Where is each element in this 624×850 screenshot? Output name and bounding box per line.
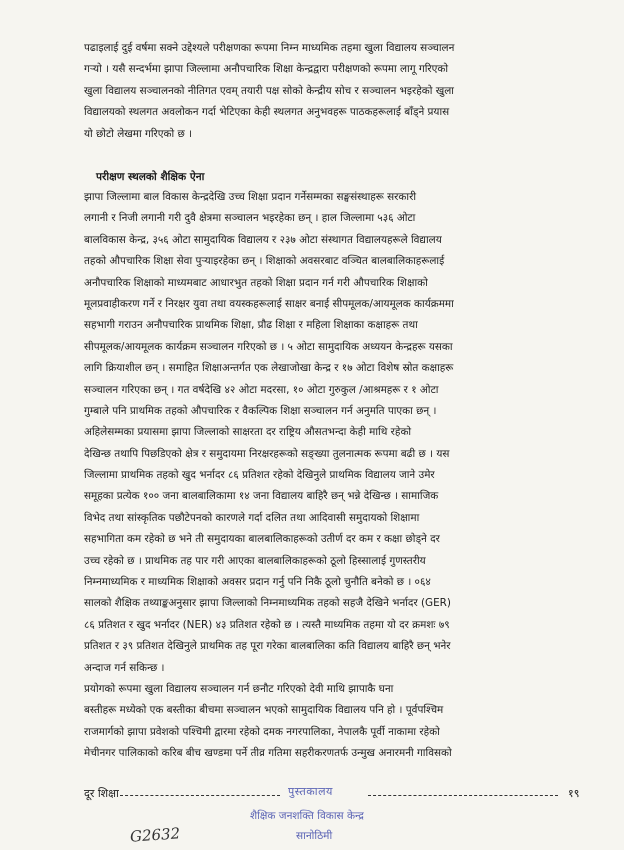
text-line: सहभागी गराउन अनौपचारिक प्राथमिक शिक्षा, प्रौढ शिक्षा र महिला शिक्षाका कक्षाहरू तथा	[84, 319, 418, 332]
text-line: विद्यालयको स्थलगत अवलोकन गर्दा भेटिएका केही स्थलगत अनुभवहरू पाठकहरूलाई बाँड्ने प्रयास	[84, 106, 450, 119]
library-stamp-institution: शैक्षिक जनशक्ति विकास केन्द्र	[250, 810, 364, 822]
text-line: सञ्चालन गरिएका छन् । गत वर्षदेखि ४२ ओटा मदरसा, १० ओटा गुरुकुल /आश्रमहरू र १ ओटा	[84, 383, 439, 396]
text-line: देखिन्छ तथापि पिछडिएको क्षेत्र र समुदायमा निरक्षरहरूको सङ्ख्या तुलनात्मक रूपमा बढी छ । यस	[84, 447, 450, 460]
handwritten-catalog-number: G2632	[129, 824, 181, 846]
text-line: खुला विद्यालय सञ्चालनको नीतिगत एवम् तयारी पक्ष सोको केन्द्रीय सोच र सञ्चालन भइरहेको खुला	[84, 84, 454, 97]
text-line: जिल्लामा प्राथमिक तहको खुद भर्नादर ८६ प्रतिशत रहेको देखिनुले प्राथमिक विद्यालय जाने उमेर	[84, 469, 435, 482]
text-line: लागि क्रियाशील छन् । समाहित शिक्षाअन्तर्गत एक लेखाजोखा केन्द्र र १७ ओटा विशेष स्रोत कक्षाहरू	[84, 362, 454, 375]
section-heading: परीक्षण स्थलको शैक्षिक ऐना	[96, 171, 205, 183]
text-line: बालविकास केन्द्र, ३५६ ओटा सामुदायिक विद्यालय र २३७ ओटा संस्थागत विद्यालयहरूले विद्यालय	[84, 233, 442, 246]
text-line: गुम्बाले पनि प्राथमिक तहको औपचारिक र वैकल्पिक शिक्षा सञ्चालन गर्न अनुमति पाएका छन् ।	[84, 404, 437, 417]
library-stamp-location: सानोठिमी	[296, 830, 333, 842]
footer-rule-left	[120, 795, 280, 796]
footer-journal-name: दूर शिक्षा	[84, 787, 119, 800]
paragraph-body	[84, 187, 589, 765]
text-line: अहिलेसम्मका प्रयासमा झापा जिल्लाको साक्षरता दर राष्ट्रिय औसतभन्दा केही माथि रहेको	[84, 426, 412, 439]
library-stamp-title: पुस्तकालय	[288, 785, 333, 798]
text-line: पढाइलाई दुई वर्षमा सक्ने उद्देश्यले परीक्षणका रूपमा निम्न माध्यमिक तहमा खुला विद्यालय सञ्चालन	[84, 42, 455, 54]
text-line: विभेद तथा सांस्कृतिक पछौटेपनको कारणले गर्दा दलित तथा आदिवासी समुदायको शिक्षामा	[84, 511, 420, 524]
footer-rule-right	[368, 795, 558, 796]
text-line: राजमार्गको झापा प्रवेशको पश्चिमी द्वारमा रहेको दमक नगरपालिका, नेपालकै पूर्वी नाकामा रहेको	[84, 725, 440, 738]
page-number: १९	[568, 787, 580, 800]
text-line: बस्तीहरू मध्येको एक बस्तीका बीचमा सञ्चालन भएको सामुदायिक विद्यालय पनि हो । पूर्वपश्चिम	[84, 704, 444, 717]
text-line: तहको औपचारिक शिक्षा सेवा पुऱ्याइरहेका छन् । शिक्षाको अवसरबाट वञ्चित बालबालिकाहरूलाई	[84, 255, 445, 268]
text-line: समूहका प्रत्येक १०० जना बालबालिकामा १४ जना विद्यालय बाहिरै छन् भन्ने देखिन्छ । सामाजिक	[84, 490, 439, 503]
paragraph-intro	[84, 38, 589, 145]
text-line: सहभागिता कम रहेको छ भने ती समुदायका बालबालिकाहरूको उतीर्ण दर कम र कक्षा छोड्ने दर	[84, 533, 440, 546]
text-line: लगानी र निजी लगानी गरी दुवै क्षेत्रमा सञ्चालन भइरहेका छन् । हाल जिल्लामा ५३६ ओटा	[84, 212, 416, 225]
text-line: निम्नमाध्यमिक र माध्यमिक शिक्षाको अवसर प्रदान गर्नु पनि निकै ठूलो चुनौति बनेको छ । ०६४	[84, 576, 431, 589]
text-line: सालको शैक्षिक तथ्याङ्कअनुसार झापा जिल्लाको निम्नमाध्यमिक तहको सहजै देखिने भर्नादर (GER)	[84, 597, 451, 610]
text-line: प्रयोगको रूपमा खुला विद्यालय सञ्चालन गर्न छनौट गरिएको देवी माथि झापाकै घना	[84, 682, 394, 695]
text-line: प्रतिशत र ३९ प्रतिशत देखिनुले प्राथमिक तह पूरा गरेका बालबालिका कति विद्यालय बाहिरै छन् भनेर	[84, 640, 451, 653]
text-line: अन्दाज गर्न सकिन्छ ।	[84, 661, 165, 674]
text-line: गऱ्यो । यसै सन्दर्भमा झापा जिल्लामा अनौपचारिक शिक्षा केन्द्रद्वारा परीक्षणको रूपमा लागू गरिएको	[84, 63, 449, 76]
text-line: ८६ प्रतिशत र खुद भर्नादर (NER) ४३ प्रतिशत रहेको छ । त्यस्तै माध्यमिक तहमा यो दर क्रमशः ७९	[84, 618, 450, 631]
text-line: सीपमूलक/आयमूलक कार्यक्रम सञ्चालन गरिएको छ । ५ ओटा सामुदायिक अध्ययन केन्द्रहरू यसका	[84, 340, 453, 353]
text-line: मेचीनगर पालिकाको करिब बीच खण्डमा पर्ने तीव्र गतिमा सहरीकरणतर्फ उन्मुख अनारमनी गाविसको	[84, 747, 452, 760]
text-line: यो छोटो लेखमा गरिएको छ ।	[84, 127, 193, 140]
text-line: मूलप्रवाहीकरण गर्ने र निरक्षर युवा तथा वयस्कहरूलाई साक्षर बनाई सीपमूलक/आयमूलक कार्यक्रममा	[84, 297, 454, 310]
text-line: अनौपचारिक शिक्षाको माध्यमबाट आधारभुत तहको शिक्षा प्रदान गर्न गरी औपचारिक शिक्षाको	[84, 276, 428, 289]
text-line: उच्च रहेको छ । प्राथमिक तह पार गरी आएका बालबालिकाहरूको ठूलो हिस्सालाई गुणस्तरीय	[84, 554, 426, 567]
text-line: झापा जिल्लामा बाल विकास केन्द्रदेखि उच्च शिक्षा प्रदान गर्नेसम्मका सङ्घसंस्थाहरू सरकारी	[84, 191, 417, 203]
